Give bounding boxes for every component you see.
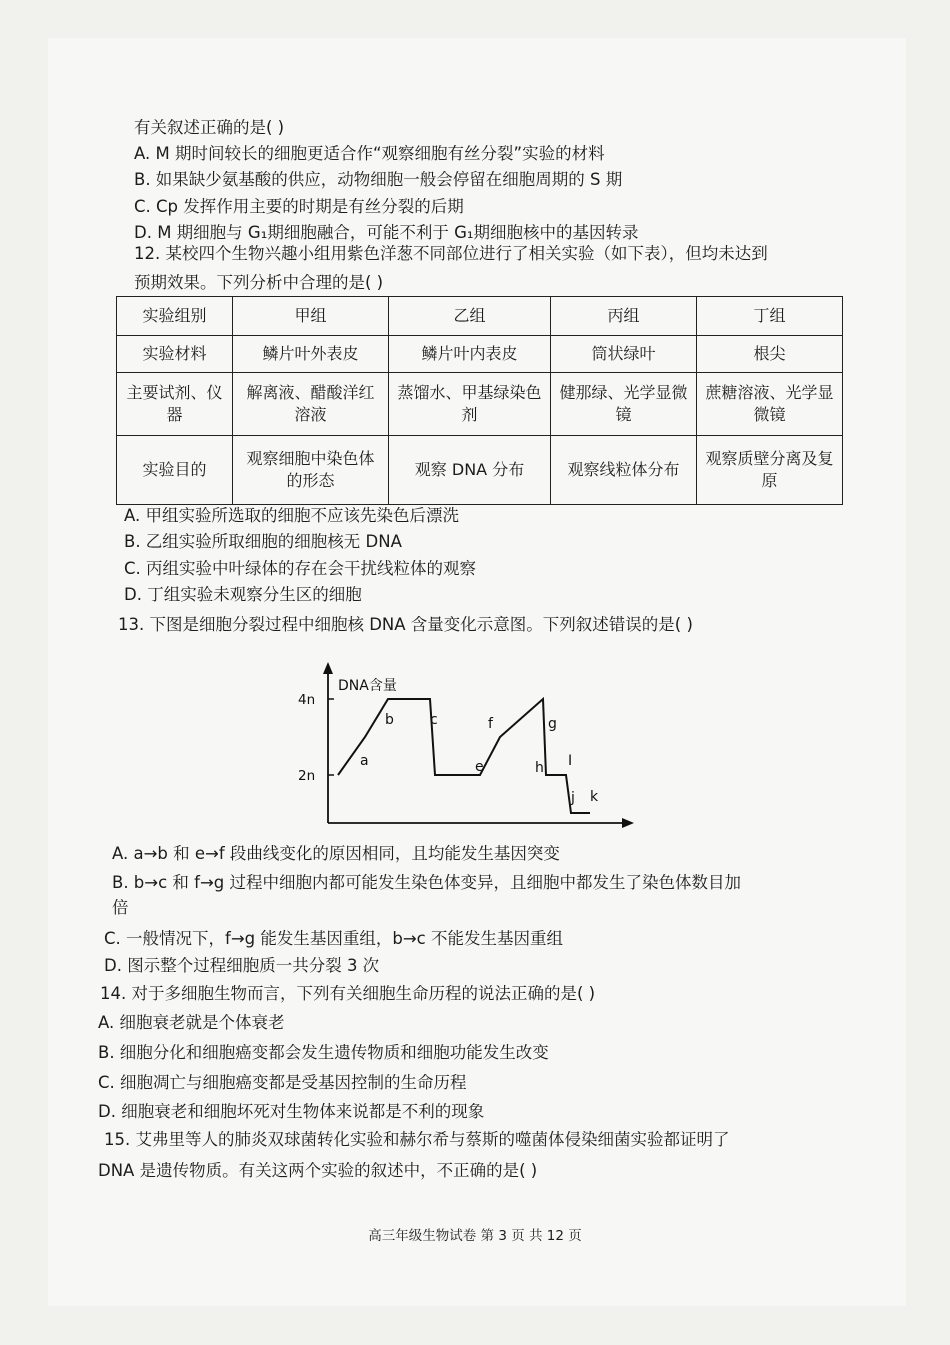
table-cell: 实验材料 xyxy=(117,336,233,373)
q13-option-c: C. 一般情况下，f→g 能发生基因重组，b→c 不能发生基因重组 xyxy=(104,929,563,948)
table-cell: 主要试剂、仪器 xyxy=(117,373,233,436)
table-cell: 观察 DNA 分布 xyxy=(389,436,551,505)
table-cell: 根尖 xyxy=(697,336,843,373)
y-tick-label: 4n xyxy=(298,692,316,708)
table-row xyxy=(117,373,843,436)
q11-option-d: D. M 期细胞与 G₁期细胞融合，可能不利于 G₁期细胞核中的基因转录 xyxy=(134,223,639,242)
q13-option-d: D. 图示整个过程细胞质一共分裂 3 次 xyxy=(104,956,380,975)
experiment-table xyxy=(116,296,843,505)
q12-option-b: B. 乙组实验所取细胞的细胞核无 DNA xyxy=(124,532,402,551)
table-header-cell: 丁组 xyxy=(697,297,843,336)
q12-option-d: D. 丁组实验未观察分生区的细胞 xyxy=(124,585,362,604)
point-label: b xyxy=(385,712,394,728)
table-cell: 鳞片叶外表皮 xyxy=(233,336,389,373)
q14-option-d: D. 细胞衰老和细胞坏死对生物体来说都是不利的现象 xyxy=(98,1102,485,1121)
q11-option-a: A. M 期时间较长的细胞更适合作“观察细胞有丝分裂”实验的材料 xyxy=(134,144,605,163)
point-label: j xyxy=(571,790,575,806)
table-cell: 观察细胞中染色体的形态 xyxy=(233,436,389,505)
y-axis-arrow xyxy=(323,662,333,674)
q14-stem: 14. 对于多细胞生物而言，下列有关细胞生命历程的说法正确的是( ) xyxy=(100,984,596,1003)
table-cell: 解离液、醋酸洋红溶液 xyxy=(233,373,389,436)
table-cell: 蔗糖溶液、光学显微镜 xyxy=(697,373,843,436)
q12-option-c: C. 丙组实验中叶绿体的存在会干扰线粒体的观察 xyxy=(124,559,477,578)
y-axis-label: DNA含量 xyxy=(338,678,397,694)
q11-option-b: B. 如果缺少氨基酸的供应，动物细胞一般会停留在细胞周期的 S 期 xyxy=(134,170,623,189)
q14-option-b: B. 细胞分化和细胞癌变都会发生遗传物质和细胞功能发生改变 xyxy=(98,1043,549,1062)
q12-option-a: A. 甲组实验所选取的细胞不应该先染色后漂洗 xyxy=(124,506,459,525)
q13-option-b-line1: B. b→c 和 f→g 过程中细胞内都可能发生染色体变异，且细胞中都发生了染色体数目加 xyxy=(112,873,742,892)
table-row xyxy=(117,336,843,373)
table-row xyxy=(117,436,843,505)
table-cell: 观察质壁分离及复原 xyxy=(697,436,843,505)
q13-stem: 13. 下图是细胞分裂过程中细胞核 DNA 含量变化示意图。下列叙述错误的是( ) xyxy=(118,615,693,634)
q11-option-c: C. Cp 发挥作用主要的时期是有丝分裂的后期 xyxy=(134,197,464,216)
y-tick-label: 2n xyxy=(298,768,316,784)
point-label: a xyxy=(360,753,369,769)
table-header-cell: 丙组 xyxy=(551,297,697,336)
q11-stem-tail: 有关叙述正确的是( ) xyxy=(134,118,285,137)
q14-option-c: C. 细胞凋亡与细胞癌变都是受基因控制的生命历程 xyxy=(98,1073,467,1092)
q15-stem-line2: DNA 是遗传物质。有关这两个实验的叙述中，不正确的是( ) xyxy=(98,1161,538,1180)
x-axis-arrow xyxy=(622,818,634,828)
q12-stem-line1: 12. 某校四个生物兴趣小组用紫色洋葱不同部位进行了相关实验（如下表），但均未达到 xyxy=(134,244,768,263)
q15-stem-line1: 15. 艾弗里等人的肺炎双球菌转化实验和赫尔希与蔡斯的噬菌体侵染细菌实验都证明了 xyxy=(104,1130,730,1149)
chart-marks xyxy=(338,699,599,813)
point-label: c xyxy=(430,712,438,728)
table-cell: 健那绿、光学显微镜 xyxy=(551,373,697,436)
point-label: e xyxy=(475,759,484,775)
q14-option-a: A. 细胞衰老就是个体衰老 xyxy=(98,1013,285,1032)
table-cell: 筒状绿叶 xyxy=(551,336,697,373)
point-label: k xyxy=(590,789,599,805)
table-header-cell: 乙组 xyxy=(389,297,551,336)
page-footer: 高三年级生物试卷 第 3 页 共 12 页 xyxy=(368,1228,582,1244)
point-label: I xyxy=(568,753,573,769)
table-header-cell: 甲组 xyxy=(233,297,389,336)
table-header-cell: 实验组别 xyxy=(117,297,233,336)
chart-axes xyxy=(298,662,634,828)
point-label: g xyxy=(548,716,557,732)
point-label: h xyxy=(535,760,544,776)
q12-stem-line2: 预期效果。下列分析中合理的是( ) xyxy=(134,273,384,292)
table-cell: 实验目的 xyxy=(117,436,233,505)
point-label: f xyxy=(488,716,493,732)
table-cell: 鳞片叶内表皮 xyxy=(389,336,551,373)
table-cell: 蒸馏水、甲基绿染色剂 xyxy=(389,373,551,436)
q13-option-b-line2: 倍 xyxy=(112,898,129,917)
table-header-row xyxy=(117,297,843,336)
q13-option-a: A. a→b 和 e→f 段曲线变化的原因相同，且均能发生基因突变 xyxy=(112,844,560,863)
table-cell: 观察线粒体分布 xyxy=(551,436,697,505)
dna-content-chart xyxy=(290,648,650,838)
